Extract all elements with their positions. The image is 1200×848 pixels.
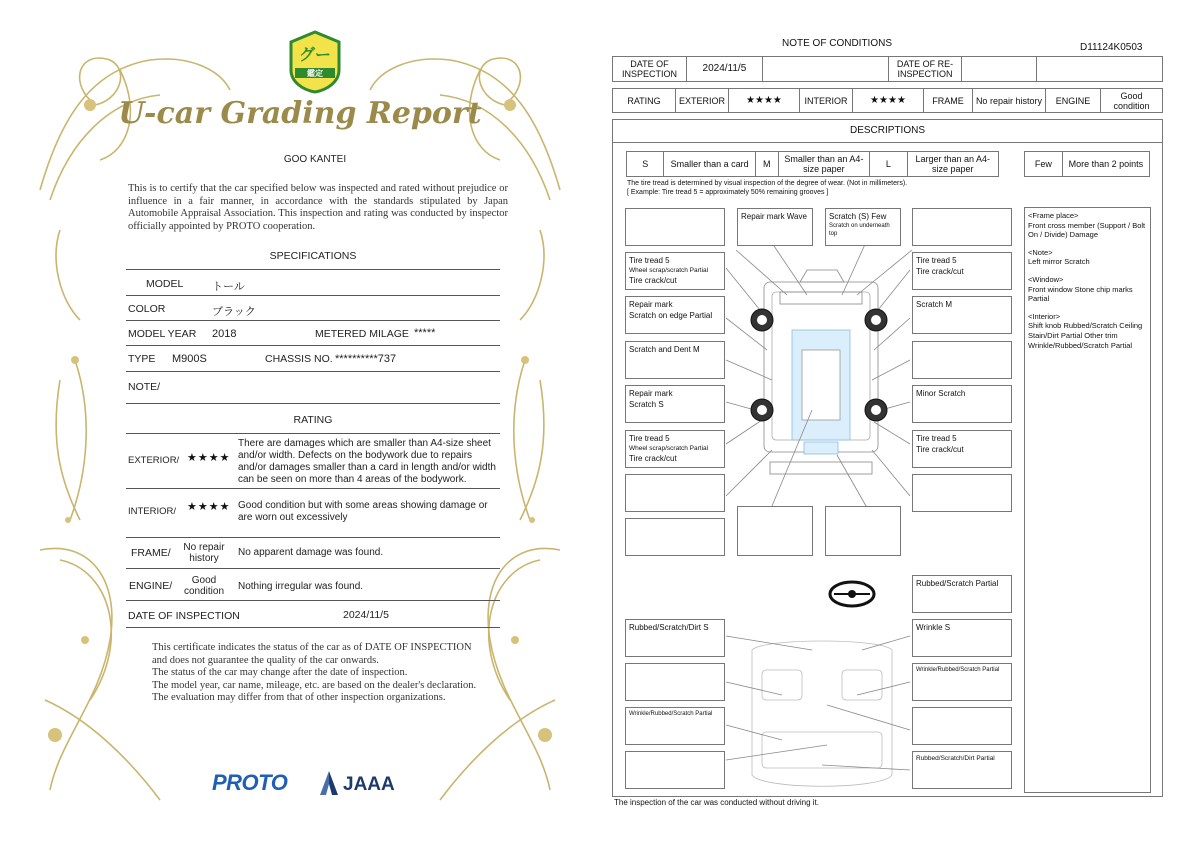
divider	[126, 433, 500, 434]
inspection-date-label: DATE OF INSPECTION	[128, 610, 240, 622]
engine-description: Nothing irregular was found.	[238, 581, 364, 592]
footer-line: The status of the car may change after the date of inspection.	[152, 667, 408, 678]
metered-mileage-label: METERED MILAGE	[315, 328, 409, 340]
divider	[126, 488, 500, 489]
legend-key: L	[870, 152, 907, 177]
divider	[126, 403, 500, 404]
note-of-conditions-title: NOTE OF CONDITIONS	[782, 38, 892, 49]
frame-label: FRAME	[924, 89, 973, 113]
metered-mileage-value: *****	[414, 327, 436, 339]
exterior-label: EXTERIOR/	[128, 455, 180, 466]
model-year-value: 2018	[212, 328, 237, 340]
frame-value: No repair history	[183, 542, 225, 564]
date-of-reinspection-label: DATE OF RE-INSPECTION	[888, 57, 962, 82]
document-id: D11124K0503	[1080, 42, 1143, 53]
type-label: TYPE	[128, 353, 156, 365]
comment-text: Tire crack/cut	[629, 276, 677, 285]
comment-text: Wrinkle S	[916, 623, 951, 632]
note-body: Shift knob Rubbed/Scratch Ceiling Stain/Dirt Partial Other trim Wrinkle/Rubbed/Scratch Partial	[1028, 321, 1143, 350]
footer-line: The model year, car name, mileage, etc. are based on the dealer's declaration.	[152, 679, 477, 691]
comment-box	[825, 208, 901, 246]
comment-box	[912, 296, 1012, 334]
divider	[126, 345, 500, 346]
comment-box	[625, 619, 725, 657]
exterior-stars: ★★★★	[187, 452, 231, 464]
proto-logo: PROTO	[212, 770, 288, 795]
comment-box	[625, 385, 725, 423]
notes-panel	[1024, 207, 1151, 793]
comment-text: Wheel scrap/scratch Partial	[629, 267, 709, 274]
svg-text:鑑定: 鑑定	[307, 69, 323, 78]
comment-box	[625, 430, 725, 468]
tire-note-line: The tire tread is determined by visual inspection of the degree of wear. (Not in millimeters).	[627, 180, 908, 187]
divider	[126, 568, 500, 569]
jaaa-logo: JAAA	[343, 774, 395, 795]
chassis-label: CHASSIS NO.	[265, 353, 333, 365]
comment-text: Rubbed/Scratch/Dirt S	[629, 623, 709, 632]
comment-box	[912, 385, 1012, 423]
comment-subtext: Scratch on underneath top	[829, 223, 890, 237]
footer-line: This certificate indicates the status of the car as of DATE OF INSPECTION and does not guarantee the quality of the car onwards.	[152, 642, 472, 666]
chassis-value: **********737	[335, 353, 397, 365]
rating-table	[612, 88, 1163, 113]
comment-box	[912, 341, 1012, 379]
comment-text: Tire tread 5	[629, 434, 670, 443]
interior-label: INTERIOR/	[128, 506, 177, 517]
comment-box	[912, 707, 1012, 745]
comment-box	[912, 751, 1012, 789]
frame-value: No repair history	[972, 89, 1045, 113]
certificate-subtitle: GOO KANTEI	[283, 154, 347, 165]
comment-box	[625, 296, 725, 334]
jaaa-mark-icon	[318, 770, 340, 796]
model-year-label: MODEL YEAR	[128, 328, 197, 340]
engine-value: Good condition	[1100, 89, 1162, 113]
comment-box	[625, 518, 725, 556]
model-label: MODEL	[146, 278, 184, 290]
frame-label: FRAME/	[131, 547, 171, 559]
comment-text: Wrinkle/Rubbed/Scratch Partial	[916, 667, 1000, 673]
comment-box	[625, 707, 725, 745]
comment-text: Minor Scratch	[916, 389, 966, 398]
rating-label: RATING	[613, 89, 676, 113]
comment-box	[625, 474, 725, 512]
divider	[126, 600, 500, 601]
date-blank	[1037, 57, 1163, 82]
certificate-footer	[152, 642, 482, 705]
comment-text: Rubbed/Scratch Partial	[916, 579, 999, 588]
legend-text: More than 2 points	[1062, 152, 1149, 177]
date-of-inspection-value: 2024/11/5	[686, 57, 762, 82]
comment-box	[825, 506, 901, 556]
note-body: Left mirror Scratch	[1028, 257, 1090, 267]
legend-key: M	[755, 152, 778, 177]
size-legend-table	[626, 151, 999, 177]
note-heading: <Interior>	[1028, 311, 1061, 321]
frame-description: No apparent damage was found.	[238, 547, 384, 558]
comment-text: Scratch and Dent M	[629, 345, 700, 354]
comment-text: Scratch (S) Few	[829, 212, 887, 221]
comment-box	[625, 252, 725, 290]
comment-box	[737, 208, 813, 246]
type-value: M900S	[172, 353, 207, 365]
comment-box	[625, 663, 725, 701]
rating-heading: RATING	[293, 414, 333, 426]
comment-box	[912, 663, 1012, 701]
divider	[126, 371, 500, 372]
engine-label: ENGINE/	[129, 580, 173, 592]
divider	[126, 269, 500, 270]
comment-text: Scratch on edge Partial	[629, 311, 713, 320]
comment-text: Repair mark Wave	[741, 212, 807, 221]
note-body: Front cross member (Support / Bolt On / Divide) Damage	[1028, 220, 1146, 240]
tire-tread-note	[627, 179, 907, 197]
note-heading: <Window>	[1028, 274, 1064, 284]
comment-box	[625, 208, 725, 246]
svg-text:グー: グー	[298, 45, 332, 64]
inspection-date-value: 2024/11/5	[343, 609, 389, 621]
comment-text: Scratch M	[916, 300, 953, 309]
comment-text: Repair mark	[629, 389, 673, 398]
interior-stars: ★★★★	[187, 501, 231, 513]
legend-text: Larger than an A4-size paper	[907, 152, 998, 177]
certificate-intro: This is to certify that the car specified below was inspected and rated without prejudice or influence in a fair manner, in accordance with the standards stipulated by Japan Automobile Appraisal Association. This inspection and rating was conducted by inspector officially appointed by PROTO cooperation.	[128, 183, 508, 232]
comment-text: Wrinkle/Rubbed/Scratch Partial	[629, 711, 713, 717]
interior-label: INTERIOR	[800, 89, 853, 113]
legend-key: Few	[1025, 152, 1063, 177]
date-of-reinspection-value	[962, 57, 1037, 82]
interior-description: Good condition but with some areas showing damage or are worn out excessively	[238, 500, 488, 523]
comment-box	[912, 252, 1012, 290]
exterior-stars: ★★★★	[728, 89, 799, 113]
exterior-description: There are damages which are smaller than A4-size sheet and/or width. Defects on the bodywork due to repairs and/or damages smaller than a card in length and/or width can be seen on more than 4 areas of the bodywork.	[238, 438, 496, 485]
descriptions-heading: DESCRIPTIONS	[612, 119, 1163, 143]
legend-text: Smaller than an A4-size paper	[778, 152, 869, 177]
engine-value: Good condition	[183, 575, 225, 597]
note-body: Front window Stone chip marks Partial	[1028, 284, 1133, 304]
comment-text: Rubbed/Scratch/Dirt Partial	[916, 755, 995, 762]
comment-text: Wheel scrap/scratch Partial	[629, 445, 709, 452]
footer-line: The evaluation may differ from that of other inspection organizations.	[152, 692, 446, 703]
interior-stars: ★★★★	[852, 89, 923, 113]
inspection-footnote: The inspection of the car was conducted without driving it.	[614, 798, 819, 807]
comment-text: Tire tread 5	[916, 256, 957, 265]
inspection-dates-table	[612, 56, 1163, 82]
comment-text: Tire tread 5	[629, 256, 670, 265]
few-legend-table	[1024, 151, 1150, 177]
legend-text: Smaller than a card	[664, 152, 755, 177]
goo-kantei-badge-icon	[287, 30, 343, 94]
color-value: ブラック	[212, 306, 256, 318]
comment-box	[625, 341, 725, 379]
note-heading: <Note>	[1028, 247, 1053, 257]
divider	[126, 320, 500, 321]
comment-text: Tire crack/cut	[916, 445, 964, 454]
comment-box	[912, 208, 1012, 246]
comment-box	[912, 619, 1012, 657]
specifications-heading: SPECIFICATIONS	[269, 250, 357, 262]
note-heading: <Frame place>	[1028, 211, 1079, 220]
date-blank	[762, 57, 888, 82]
comment-text: Scratch S	[629, 400, 664, 409]
divider	[126, 627, 500, 628]
comment-box	[912, 430, 1012, 468]
divider	[126, 295, 500, 296]
tire-note-line: [ Example: Tire tread 5 = approximately 50% remaining grooves ]	[627, 189, 829, 196]
note-label: NOTE/	[128, 381, 161, 393]
comment-box	[625, 751, 725, 789]
comment-text: Tire crack/cut	[916, 267, 964, 276]
steering-wheel-icon	[830, 582, 874, 606]
certificate-title: U-car Grading Report	[118, 96, 482, 131]
date-of-inspection-label: DATE OF INSPECTION	[613, 57, 687, 82]
divider	[126, 537, 500, 538]
comment-text: Repair mark	[629, 300, 673, 309]
comment-box	[912, 474, 1012, 512]
model-value: トール	[212, 281, 245, 293]
comment-text: Tire tread 5	[916, 434, 957, 443]
comment-box	[737, 506, 813, 556]
comment-box	[912, 575, 1012, 613]
engine-label: ENGINE	[1046, 89, 1101, 113]
comment-text: Tire crack/cut	[629, 454, 677, 463]
legend-key: S	[627, 152, 664, 177]
color-label: COLOR	[128, 303, 166, 315]
exterior-label: EXTERIOR	[676, 89, 729, 113]
